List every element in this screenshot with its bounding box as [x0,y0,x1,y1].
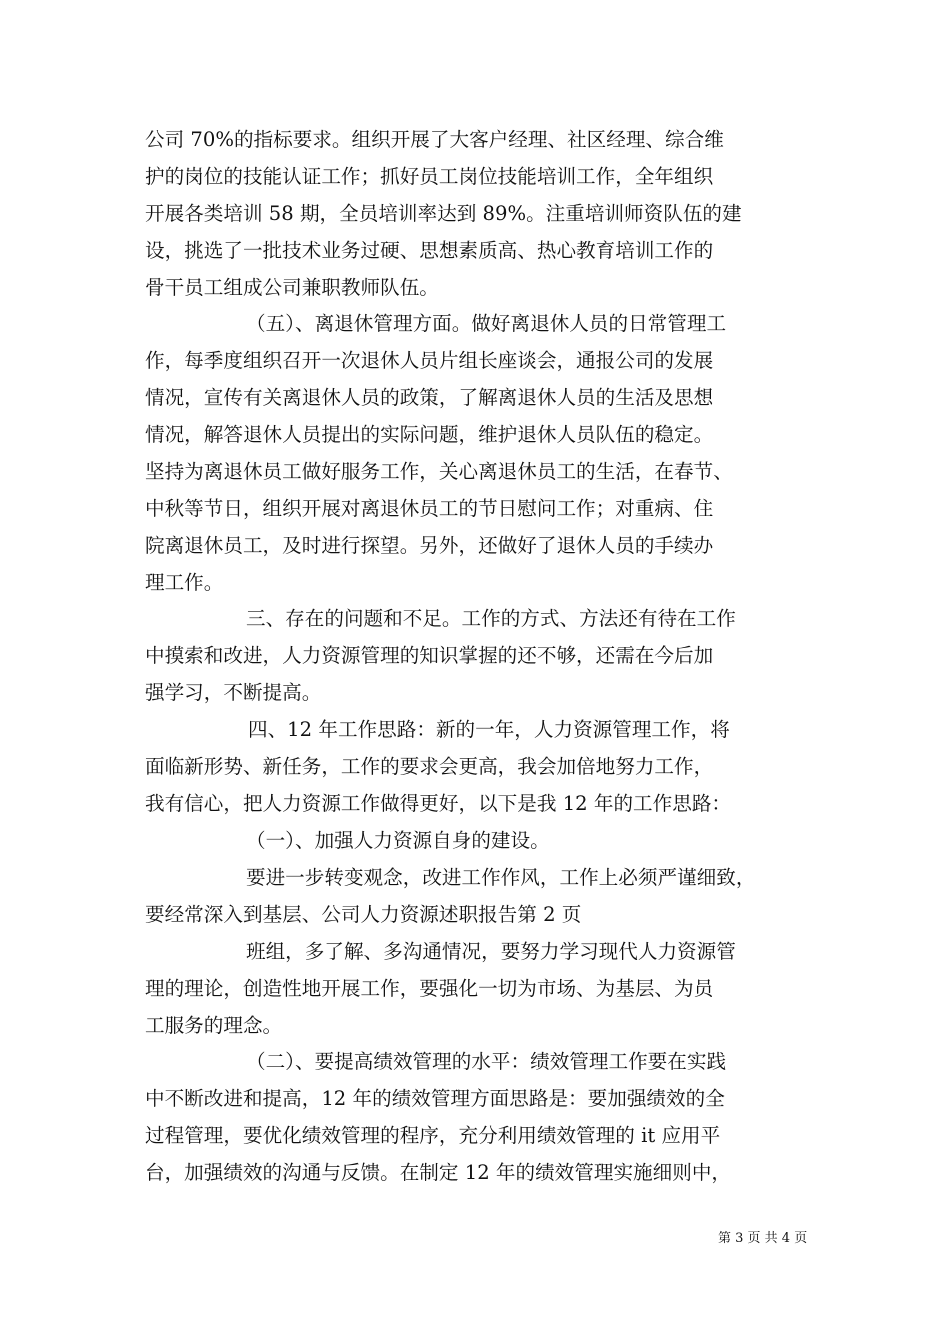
subsection-heading: （一）、加强人力资源自身的建设。 [246,829,550,852]
section-heading: 三、存在的问题和不足。工作的方式、方法还有待在工作 [246,607,736,630]
text-line: 中秋等节日，组织开展对离退休员工的节日慰问工作；对重病、住 [145,497,714,520]
text-line: 强学习，不断提高。 [145,681,322,704]
text-line: 中不断改进和提高，12 年的绩效管理方面思路是：要加强绩效的全 [145,1087,725,1110]
text-line: 理的理论，创造性地开展工作，要强化一切为市场、为基层、为员 [145,977,714,1000]
text-line: 中摸索和改进，人力资源管理的知识掌握的还不够，还需在今后加 [145,644,714,667]
text-line: 要经常深入到基层、公司人力资源述职报告第 2 页 [145,903,582,926]
text-line: 台，加强绩效的沟通与反馈。在制定 12 年的绩效管理实施细则中， [145,1161,732,1184]
page-number: 第 3 页 共 4 页 [718,1231,808,1246]
text-line: 我有信心，把人力资源工作做得更好，以下是我 12 年的工作思路： [145,792,732,815]
text-line: 工服务的理念。 [145,1014,283,1037]
text-line: 设，挑选了一批技术业务过硬、思想素质高、热心教育培训工作的 [145,239,714,262]
text-line: 公司 70%的指标要求。组织开展了大客户经理、社区经理、综合维 [145,128,724,151]
section-heading: 四、12 年工作思路：新的一年，人力资源管理工作，将 [248,718,730,741]
text-line: 过程管理，要优化绩效管理的程序，充分利用绩效管理的 it 应用平 [145,1124,721,1147]
text-line: 开展各类培训 58 期，全员培训率达到 89%。注重培训师资队伍的建 [145,202,742,225]
subsection-heading: （二）、要提高绩效管理的水平：绩效管理工作要在实践 [246,1050,727,1073]
section-heading: （五）、离退休管理方面。做好离退休人员的日常管理工 [246,312,727,335]
text-line: 院离退休员工，及时进行探望。另外，还做好了退休人员的手续办 [145,534,714,557]
text-line: 情况，宣传有关离退休人员的政策，了解离退休人员的生活及思想 [145,386,714,409]
text-line: 骨干员工组成公司兼职教师队伍。 [145,276,439,299]
text-line: 面临新形势、新任务，工作的要求会更高，我会加倍地努力工作， [145,755,714,778]
text-line: 坚持为离退休员工做好服务工作，关心离退休员工的生活，在春节、 [145,460,733,483]
text-line: 要进一步转变观念，改进工作作风，工作上必须严谨细致， [246,866,756,889]
text-line: 情况，解答退休人员提出的实际问题，维护退休人员队伍的稳定。 [145,423,714,446]
text-line: 班组，多了解、多沟通情况，要努力学习现代人力资源管 [246,940,736,963]
text-line: 作，每季度组织召开一次退休人员片组长座谈会，通报公司的发展 [145,349,714,372]
text-line: 护的岗位的技能认证工作；抓好员工岗位技能培训工作，全年组织 [145,165,714,188]
text-line: 理工作。 [145,571,224,594]
